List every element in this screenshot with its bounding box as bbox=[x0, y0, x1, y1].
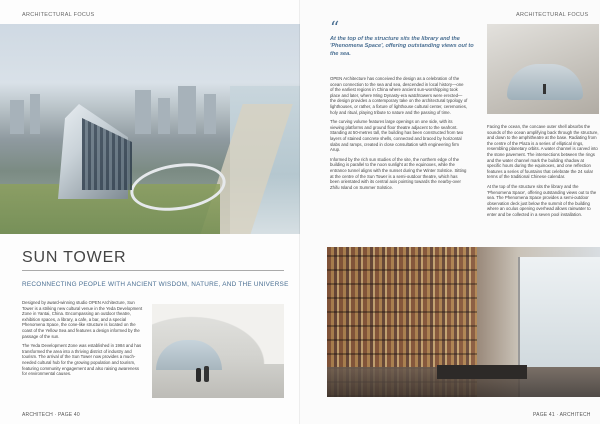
section-label: ARCHITECTURAL FOCUS bbox=[516, 12, 589, 18]
left-body-text bbox=[22, 300, 144, 381]
skyline-building bbox=[30, 94, 40, 134]
paragraph: At the top of the structure sits the library and the 'Phenomena Space', offering outstanding views out to the sea. The Phenomena Space provides a semi-outdoor observation deck just below the summit of the building where an oculus opening overhead allows rainwater to enter and be collected in a seven pool installation. bbox=[487, 183, 597, 217]
paragraph: Facing the ocean, the concave outer shell absorbs the sounds of the ocean amplifying back through the structure, and down to the amphitheatre at the base. Radiating from the centre of the Plaza is a series of elliptical rings, resembling planetary orbits. A water channel is carved into the stone pavement. The intersections between the rings and the water channel mark the building shadow at specific hours during the equinoxes, and one reflection features a series of fountains that celebrate the 24 solar terms of the traditional Chinese calendar. bbox=[487, 124, 599, 180]
tower-facade bbox=[82, 110, 132, 190]
photo-library-interior bbox=[327, 247, 600, 397]
person-figure bbox=[543, 84, 546, 94]
page-footer: PAGE 41 · ARCHITECH bbox=[533, 412, 591, 418]
paragraph: The Yeda Development Zone was established in 1984 and has transformed the area into a thriving district of industry and tourism. The arrival of the Sun Tower now provides a much-needed cultural hub for the growing population and tourism, featuring community engagement and also raising awareness for environmental causes. bbox=[22, 343, 142, 377]
right-body-column-2 bbox=[487, 124, 599, 222]
skyline-building bbox=[178, 86, 196, 134]
right-body-column-1 bbox=[330, 76, 468, 194]
inset-photo-interior-arch bbox=[152, 304, 284, 398]
section-label: ARCHITECTURAL FOCUS bbox=[22, 12, 95, 18]
title-divider bbox=[22, 270, 284, 271]
article-subtitle: RECONNECTING PEOPLE WITH ANCIENT WISDOM, NATURE, AND THE UNIVERSE bbox=[22, 281, 289, 288]
skyline-building bbox=[10, 100, 24, 134]
page-footer: ARCHITECH · PAGE 40 bbox=[22, 412, 80, 418]
sea-view-opening bbox=[507, 64, 583, 100]
photo-oculus-view bbox=[487, 24, 599, 114]
skyline-building bbox=[158, 98, 170, 134]
paragraph: The curving volume features large openings on one side, with its viewing platforms and ground floor theatre adjacent to the seafront. Standing at 50-metres tall, the building has been constructed from two layers of stained concrete shells, connected and braced by horizontal slabs and ramps, created in close consultation with engineering firm Arup. bbox=[330, 119, 464, 153]
paragraph: OPEN Architecture has conceived the design as a celebration of the ocean connection to the sea and sea, descended in local history—one of the earliest regions in China where ancient sun-worshipping took place and later, where Ming Dynasty-era watchtowers were erected—the design provides a contemporary take on the architectural typology of lighthouses, or rather, a fixture of lighthouse cultural center, ceremonies, holy and ritual, playing tribute to nature and the passing of time. bbox=[330, 76, 468, 115]
skyline-building bbox=[204, 94, 216, 134]
hero-photo-sun-tower bbox=[0, 24, 300, 234]
paragraph: Designed by award-winning studio OPEN Architecture, Sun Tower is a striking new cultural venue in the Yeda Development Zone in Yantai, China. Encompassing an outdoor theatre, exhibition spaces, a library, a cafe, a bar, and a special Phenomena Space, the cone-like structure is located on the coast of the Yellow Sea and features a design informed by the passage of the sun. bbox=[22, 300, 143, 339]
skyline-building bbox=[135, 90, 151, 134]
person-figure bbox=[204, 366, 209, 382]
paragraph: Informed by the rich sun studies of the site, the northern edge of the building is parallel to the noon sunlight at the equinoxes, while the entrance tunnel aligns with the sunset during the Winter Solstice. Sitting at the centre of the Sun Tower is a semi-outdoor theatre, which has been orientated with its central axis pointing towards the nearby-over Zhifu Island on Summer Solstice. bbox=[330, 156, 467, 190]
reading-desk bbox=[437, 365, 527, 379]
pull-quote: At the top of the structure sits the library and the 'Phenomena Space', offering outstanding views out to the sea. bbox=[330, 36, 474, 57]
person-figure bbox=[196, 368, 201, 382]
quote-mark-icon: “ bbox=[330, 18, 340, 39]
article-title: SUN TOWER bbox=[22, 249, 127, 266]
